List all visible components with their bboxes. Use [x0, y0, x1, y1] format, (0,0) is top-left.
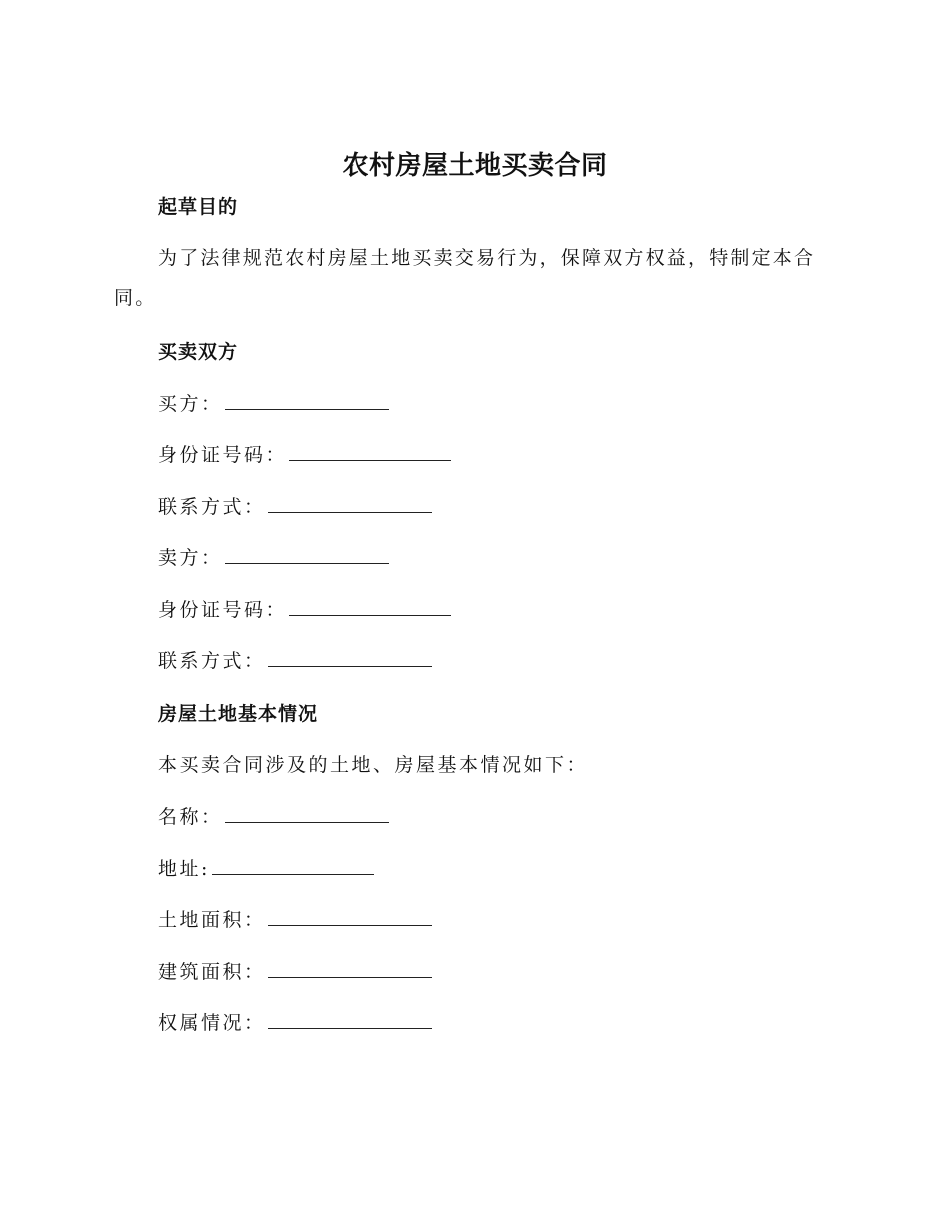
- buyer-blank-line[interactable]: [225, 391, 389, 410]
- name-label: 名称：: [158, 806, 223, 828]
- seller-contact-label: 联系方式：: [158, 650, 266, 672]
- document-title: 农村房屋土地买卖合同: [342, 151, 608, 181]
- ownership-field: [158, 1008, 432, 1038]
- ownership-label: 权属情况：: [158, 1012, 266, 1034]
- section-heading-property: 房屋土地基本情况: [158, 703, 319, 725]
- purpose-paragraph: 为了法律规范农村房屋土地买卖交易行为，保障双方权益，特制定本合同。: [114, 247, 816, 309]
- section-heading-purpose: 起草目的: [158, 196, 239, 218]
- buyer-field: [158, 389, 389, 419]
- section-heading-parties: 买卖双方: [158, 341, 239, 363]
- property-intro: 本买卖合同涉及的土地、房屋基本情况如下：: [158, 754, 589, 776]
- name-field: [158, 802, 389, 832]
- land-area-blank-line[interactable]: [268, 907, 432, 926]
- address-label: 地址:: [158, 858, 210, 880]
- land-area-field: [158, 905, 432, 935]
- seller-field: [158, 543, 389, 573]
- address-field: [158, 854, 374, 884]
- building-area-field: [158, 957, 432, 987]
- building-area-blank-line[interactable]: [268, 959, 432, 978]
- buyer-id-field: [158, 440, 451, 470]
- buyer-id-blank-line[interactable]: [289, 442, 451, 461]
- buyer-label: 买方：: [158, 393, 223, 415]
- buyer-contact-label: 联系方式：: [158, 496, 266, 518]
- ownership-blank-line[interactable]: [268, 1010, 432, 1029]
- seller-id-field: [158, 595, 451, 625]
- seller-blank-line[interactable]: [225, 545, 389, 564]
- buyer-id-label: 身份证号码：: [158, 444, 288, 466]
- building-area-label: 建筑面积：: [158, 961, 266, 983]
- address-blank-line[interactable]: [212, 856, 374, 875]
- seller-label: 卖方：: [158, 547, 223, 569]
- seller-contact-field: [158, 646, 432, 676]
- buyer-contact-field: [158, 492, 432, 522]
- buyer-contact-blank-line[interactable]: [268, 494, 432, 513]
- seller-contact-blank-line[interactable]: [268, 648, 432, 667]
- land-area-label: 土地面积：: [158, 909, 266, 931]
- name-blank-line[interactable]: [225, 804, 389, 823]
- seller-id-blank-line[interactable]: [289, 597, 451, 616]
- seller-id-label: 身份证号码：: [158, 599, 288, 621]
